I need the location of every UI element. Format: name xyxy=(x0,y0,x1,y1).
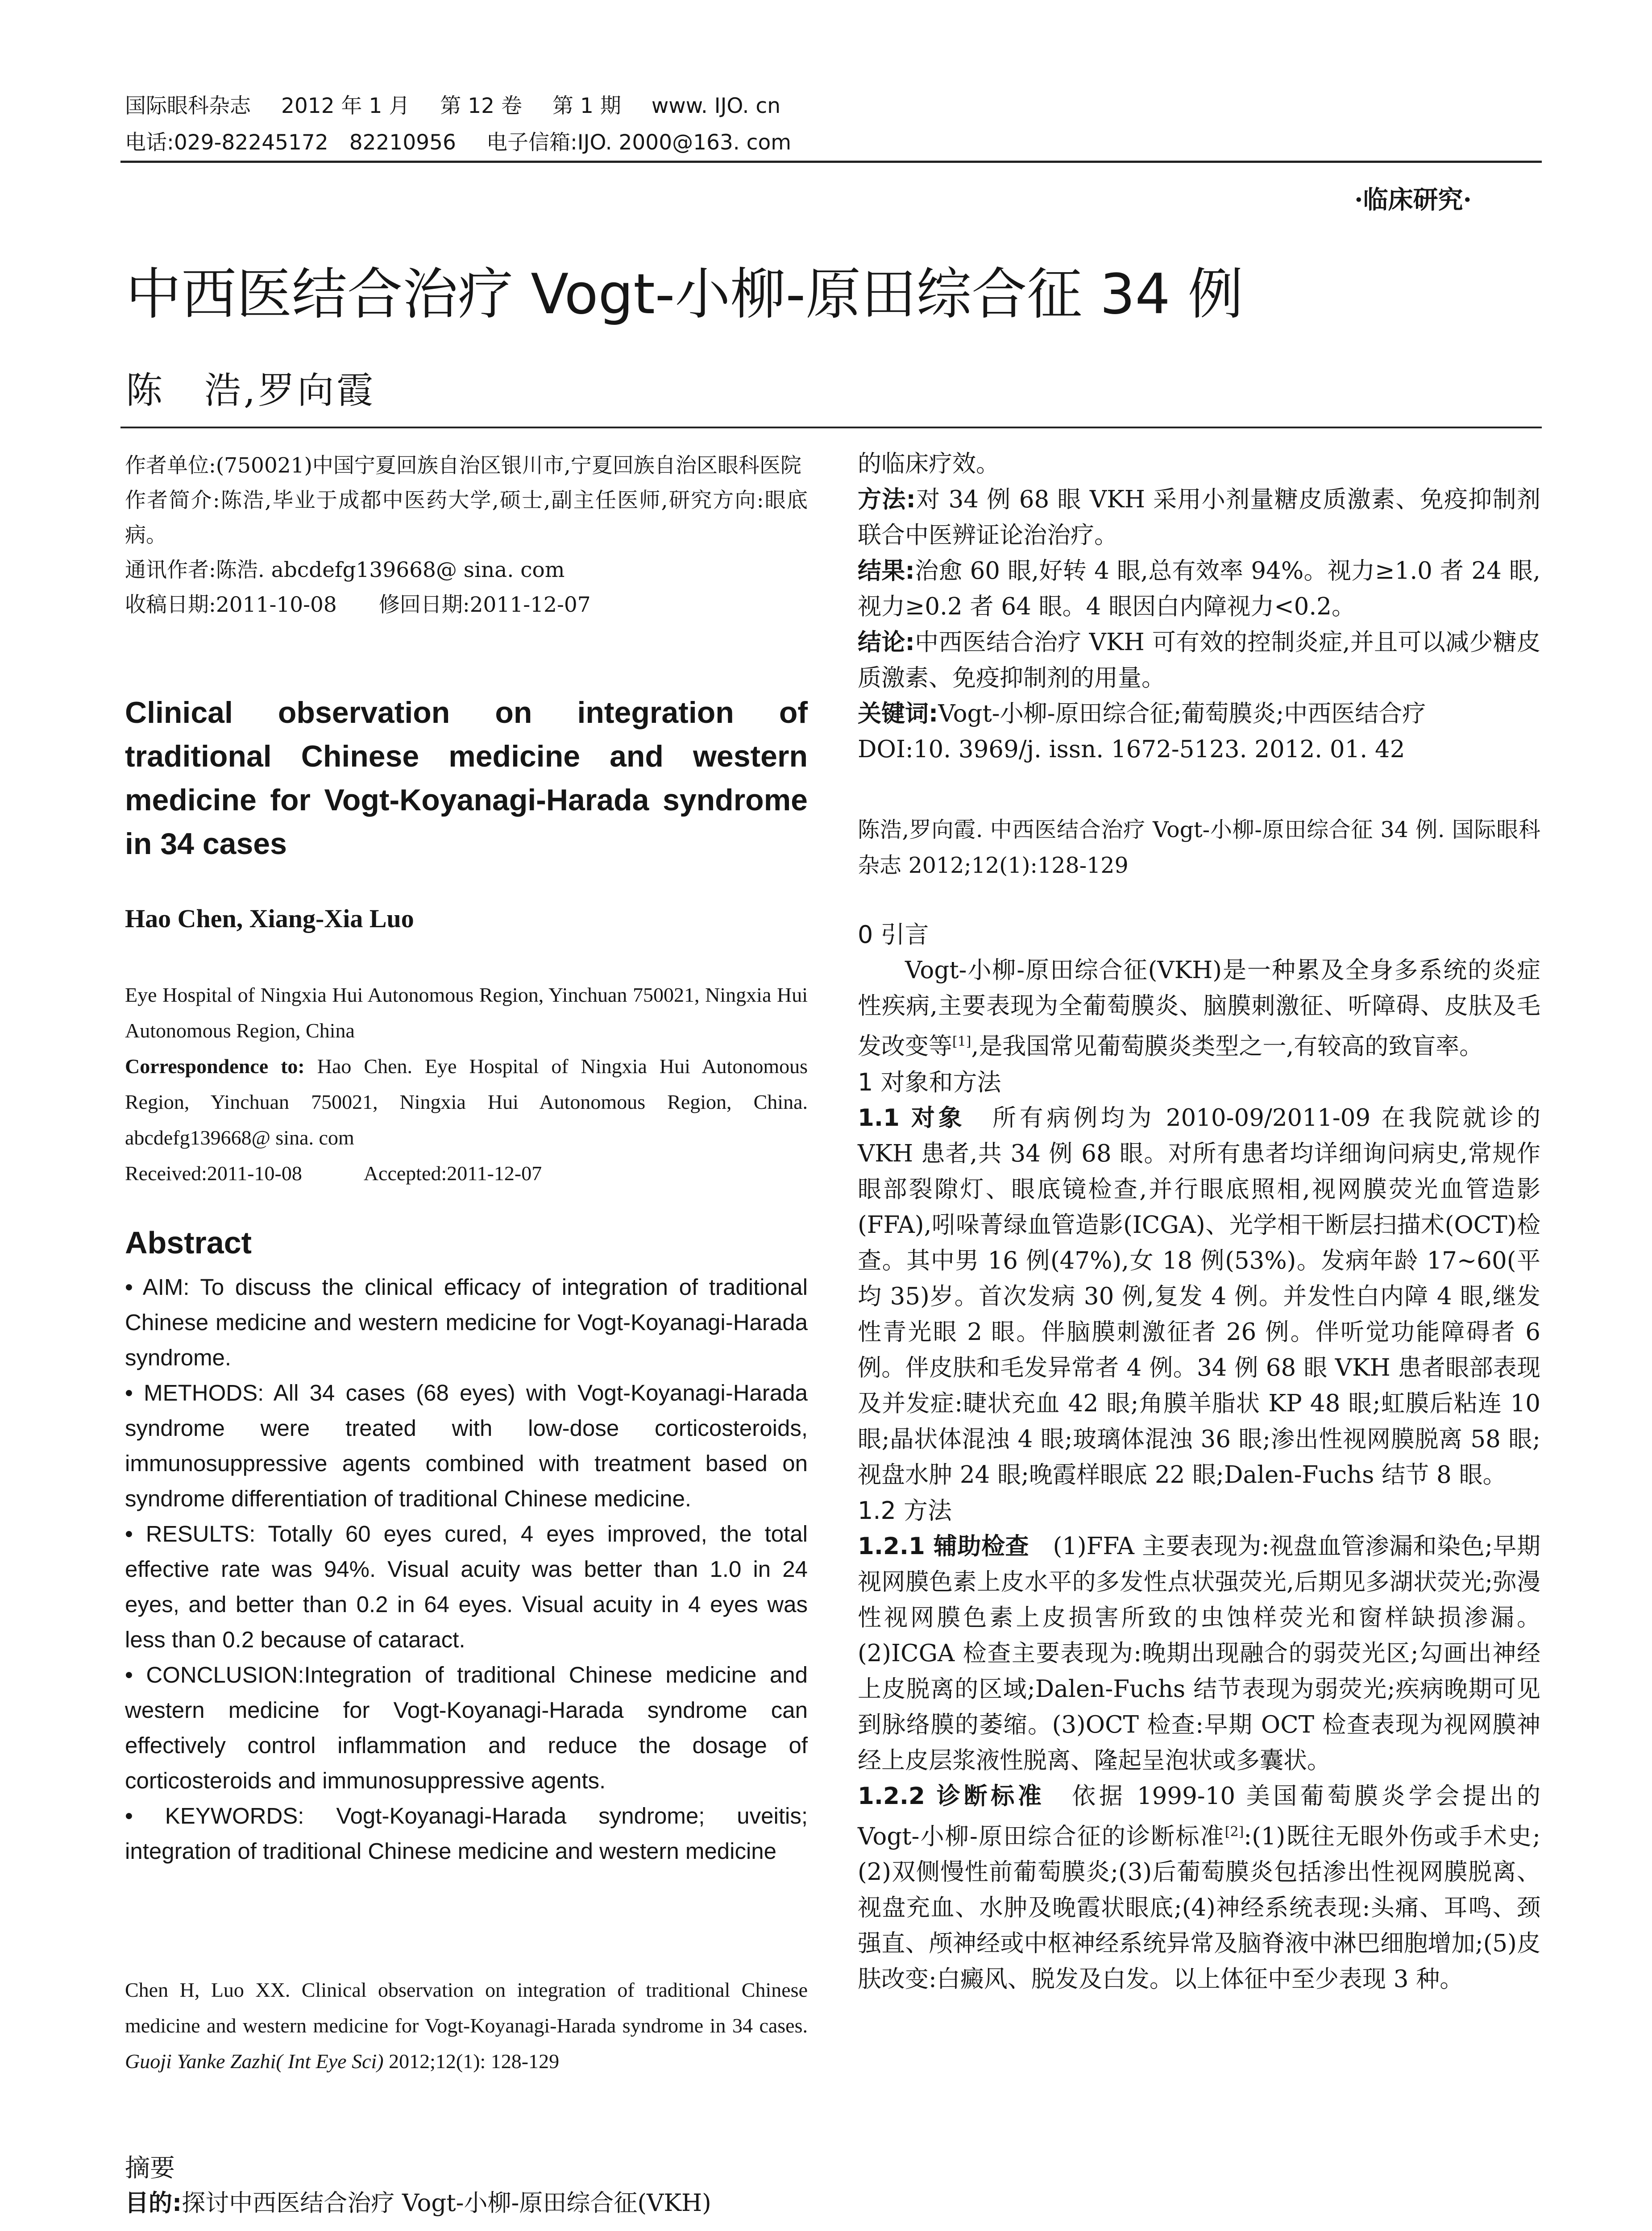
aim-text-cn: 探讨中西医结合治疗 Vogt-小柳-原田综合征(VKH) xyxy=(182,2190,711,2217)
issue-number: 第 1 期 xyxy=(552,94,621,118)
dates-en: Received:2011-10-08 Accepted:2011-12-07 xyxy=(125,1162,542,1185)
conclusion-label-cn: 结论: xyxy=(858,629,915,656)
citation-en-journal: Guoji Yanke Zazhi( Int Eye Sci) xyxy=(125,2050,384,2073)
reference-marker-1: [1] xyxy=(952,1034,971,1049)
running-header-line1 xyxy=(125,89,811,119)
section-1-heading: 1 对象和方法 xyxy=(858,1068,1001,1096)
keywords-cn xyxy=(858,696,1540,732)
citation-en xyxy=(125,1972,808,2079)
volume: 第 12 卷 xyxy=(440,94,523,118)
author-meta xyxy=(125,448,808,622)
correspondence-en xyxy=(125,1049,808,1156)
header-rule xyxy=(120,161,1542,163)
aim-label-cn: 目的: xyxy=(125,2190,182,2217)
keywords-label-cn: 关键词: xyxy=(858,700,938,727)
issue-date: 2012 年 1 月 xyxy=(281,94,410,118)
author-bio: 作者简介:陈浩,毕业于成都中医药大学,硕士,副主任医师,研究方向:眼底病。 xyxy=(125,488,808,547)
journal-website: www. IJO. cn xyxy=(651,94,781,118)
section-1-2-1-text: (1)FFA 主要表现为:视盘血管渗漏和染色;早期视网膜色素上皮水平的多发性点状强荧光,后期见多湖状荧光;弥漫性视网膜色素上皮损害所致的虫蚀样荧光和窗样缺损渗漏。(2)ICGA 检查主要表现为:晚期出现融合的弱荧光区;勾画出神经上皮脱离的区域;Dalen-Fuchs 结节表现为弱荧光;疾病晚期可见到脉络膜的萎缩。(3)OCT 检查:早期 OCT 检查表现为视网膜神经上皮层浆液性脱离、隆起呈泡状或多囊状。 xyxy=(858,1532,1540,1774)
section-1-1-label: 1.1 对象 xyxy=(858,1104,966,1132)
keywords-text-cn: Vogt-小柳-原田综合征;葡萄膜炎;中西医结合疗 xyxy=(938,700,1426,727)
conclusion-text-cn: 中西医结合治疗 VKH 可有效的控制炎症,并且可以减少糖皮质激素、免疫抑制剂的用量。 xyxy=(858,629,1540,692)
section-1-1 xyxy=(858,1100,1540,1493)
abstract-aim: • AIM: To discuss the clinical efficacy of integration of traditional Chinese medicine and western medicine for Vogt-Koyanagi-Harada syndrome. xyxy=(125,1274,808,1370)
doi: DOI:10. 3969/j. issn. 1672-5123. 2012. 01. 42 xyxy=(858,736,1405,763)
author-unit: 作者单位:(750021)中国宁夏回族自治区银川市,宁夏回族自治区眼科医院 xyxy=(125,453,801,478)
abstract-cn-heading: 摘要 xyxy=(125,2154,175,2183)
abstract-en xyxy=(125,1269,808,1869)
title-rule xyxy=(120,427,1542,428)
results-text-cn: 治愈 60 眼,好转 4 眼,总有效率 94%。视力≥1.0 者 24 眼,视力≥0.2 者 64 眼。4 眼因白内障视力<0.2。 xyxy=(858,557,1541,620)
abstract-cn-aim xyxy=(125,2184,808,2218)
article-title-cn: 中西医结合治疗 Vogt-小柳-原田综合征 34 例 xyxy=(126,262,1243,327)
abstract-heading: Abstract xyxy=(125,1225,252,1260)
methods-label-cn: 方法: xyxy=(858,486,916,513)
abstract-results: • RESULTS: Totally 60 eyes cured, 4 eyes improved, the total effective rate was 94%. Visual acuity was better than 1.0 in 24 eyes, and better than 0.2 in 64 eyes. Visual acuity in 4 eyes was less than 0.2 because of cataract. xyxy=(125,1521,808,1652)
journal-name: 国际眼科杂志 xyxy=(125,94,251,118)
affiliation-en xyxy=(125,977,808,1191)
section-1-2-heading: 1.2 方法 xyxy=(858,1496,952,1525)
received-dates: 收稿日期:2011-10-08 修回日期:2011-12-07 xyxy=(125,593,591,617)
correspondence-label: Correspondence to: xyxy=(125,1055,305,1078)
section-0-heading: 0 引言 xyxy=(858,921,929,949)
aim-continued-cn: 的临床疗效。 xyxy=(858,450,1000,477)
abstract-methods: • METHODS: All 34 cases (68 eyes) with Vogt-Koyanagi-Harada syndrome were treated with low-dose corticosteroids, immunosuppressive agents combined with treatment based on syndrome differentiation of traditional Chinese medicine. xyxy=(125,1380,808,1511)
results-label-cn: 结果: xyxy=(858,557,915,585)
article-title-en: Clinical observation on integration of traditional Chinese medicine and western medicine for Vogt-Koyanagi-Harada syndrome in 34 cases xyxy=(125,696,808,861)
corresponding-author: 通讯作者:陈浩. abcdefg139668@ sina. com xyxy=(125,558,565,582)
conclusion-cn xyxy=(858,625,1540,696)
citation-cn: 陈浩,罗向霞. 中西医结合治疗 Vogt-小柳-原田综合征 34 例. 国际眼科杂志 2012;12(1):128-129 xyxy=(858,817,1540,878)
abstract-keywords: • KEYWORDS: Vogt-Koyanagi-Harada syndrome; uveitis; integration of traditional Chinese medicine and western medicine xyxy=(125,1803,808,1864)
section-1-2-1-label: 1.2.1 辅助检查 xyxy=(858,1532,1029,1560)
abstract-conclusion: • CONCLUSION:Integration of traditional Chinese medicine and western medicine for Vogt-Koyanagi-Harada syndrome can effectively control inflammation and reduce the dosage of corticosteroids and immunosuppressive agents. xyxy=(125,1662,808,1793)
methods-cn xyxy=(858,482,1540,553)
affiliation-address: Eye Hospital of Ningxia Hui Autonomous Region, Yinchuan 750021, Ningxia Hui Autonomous Region, China xyxy=(125,983,808,1042)
running-header-line2 xyxy=(125,126,822,156)
intro-text-b: ,是我国常见葡萄膜炎类型之一,有较高的致盲率。 xyxy=(971,1033,1483,1060)
results-cn xyxy=(858,553,1540,625)
section-1-2-2-text-b: :(1)既往无眼外伤或手术史;(2)双侧慢性前葡萄膜炎;(3)后葡萄膜炎包括渗出性视网膜脱离、视盘充血、水肿及晚霞状眼底;(4)神经系统表现:头痛、耳鸣、颈强直、颅神经或中枢神经系统异常及脑脊液中淋巴细胞增加;(5)皮肤改变:白癜风、脱发及白发。以上体征中至少表现 3 种。 xyxy=(858,1823,1540,1993)
contact-email: 电子信箱:IJO. 2000@163. com xyxy=(486,130,792,155)
authors-en: Hao Chen, Xiang-Xia Luo xyxy=(125,904,414,933)
contact-phone: 电话:029-82245172 82210956 xyxy=(125,130,456,155)
citation-en-volume: 2012;12(1): 128-129 xyxy=(389,2050,560,2073)
citation-en-authors: Chen H, Luo XX. Clinical observation on integration of traditional Chinese medicine and western medicine for Vogt-Koyanagi-Harada syndrome in 34 cases. xyxy=(125,1978,808,2037)
intro-text-a: Vogt-小柳-原田综合征(VKH)是一种累及全身多系统的炎症性疾病,主要表现为全葡萄膜炎、脑膜刺激征、听障碍、皮肤及毛发改变等 xyxy=(858,957,1540,1060)
correspondence-text: Hao Chen. Eye Hospital of Ningxia Hui Autonomous Region, Yinchuan 750021, Ningxia Hui Autonomous Region, China. abcdefg139668@ sina. com xyxy=(125,1055,808,1149)
section-tag: ·临床研究· xyxy=(1354,185,1472,215)
section-1-2-2-label: 1.2.2 诊断标准 xyxy=(858,1782,1045,1810)
abstract-cn-continued xyxy=(858,446,1540,767)
authors-cn: 陈 浩,罗向霞 xyxy=(126,369,376,412)
section-1-2-2 xyxy=(858,1779,1540,1998)
section-1-2-2-text-a: 依据 1999-10 美国葡萄膜炎学会提出的 Vogt-小柳-原田综合征的诊断标准 xyxy=(858,1782,1540,1850)
section-1-2-1 xyxy=(858,1529,1540,1779)
methods-text-cn: 对 34 例 68 眼 VKH 采用小剂量糖皮质激素、免疫抑制剂联合中医辨证论治治疗。 xyxy=(858,486,1540,549)
reference-marker-2: [2] xyxy=(1224,1824,1244,1840)
article-body xyxy=(858,917,1540,1997)
section-1-1-text: 所有病例均为 2010-09/2011-09 在我院就诊的 VKH 患者,共 34 例 68 眼。对所有患者均详细询问病史,常规作眼部裂隙灯、眼底镜检查,并行眼底照相,视网膜荧光血管造影(FFA),吲哚菁绿血管造影(ICGA)、光学相干断层扫描术(OCT)检查。其中男 16 例(47%),女 18 例(53%)。发病年龄 17~60(平均 35)岁。首次发病 30 例,复发 4 例。并发性白内障 4 眼,继发性青光眼 2 眼。伴脑膜刺激征者 26 例。伴听觉功能障碍者 6 例。伴皮肤和毛发异常者 4 例。34 例 68 眼 VKH 患者眼部表现及并发症:睫状充血 42 眼;角膜羊脂状 KP 48 眼;虹膜后粘连 10 眼;晶状体混浊 4 眼;玻璃体混浊 36 眼;渗出性视网膜脱离 58 眼;视盘水肿 24 眼;晚霞样眼底 22 眼;Dalen-Fuchs 结节 8 眼。 xyxy=(858,1104,1541,1489)
intro-paragraph xyxy=(858,953,1540,1065)
